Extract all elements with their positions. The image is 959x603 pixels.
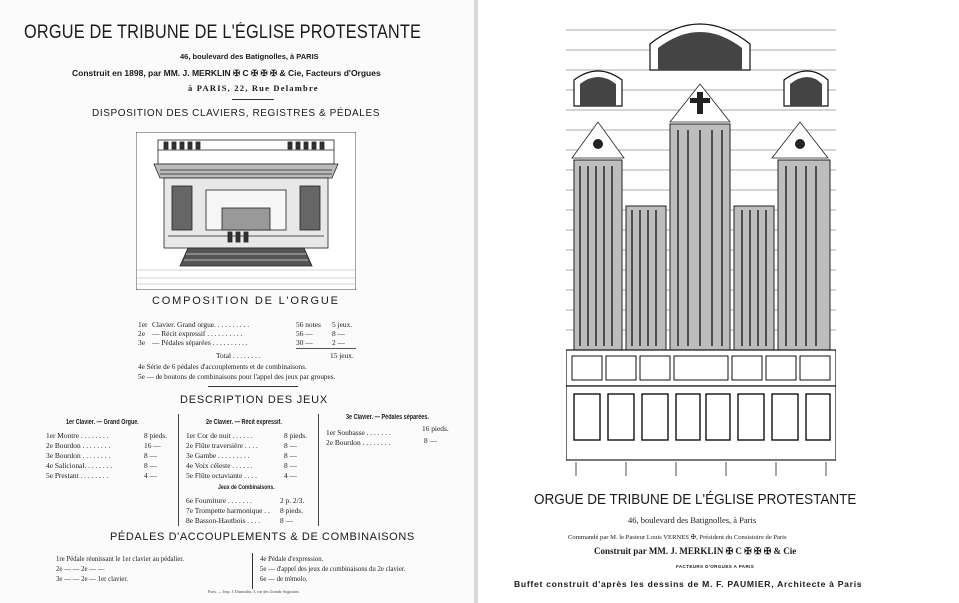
stop-size: 8 — xyxy=(424,436,437,445)
stop-name: 5e Prestant . . . . . . . . xyxy=(46,471,109,480)
row-name: Clavier. Grand orgue. . . . . . . . . . xyxy=(152,320,250,329)
stop-name: 3e Gambe . . . . . . . . . xyxy=(186,451,250,460)
row-num: 3e xyxy=(138,338,145,347)
row-num: 1er xyxy=(138,320,148,329)
stop-size: 8 — xyxy=(284,461,297,470)
stop-name: 2e Bourdon . . . . . . . . xyxy=(46,441,111,450)
left-builder: Construit en 1898, par MM. J. MERKLIN ✠ C ✠ ✠ ✠ & Cie, Facteurs d'Orgues xyxy=(72,68,381,78)
right-title: ORGUE DE TRIBUNE DE L'ÉGLISE PROTESTANTE xyxy=(534,491,857,508)
pedale-line: 3e — — 2e — 1er clavier. xyxy=(56,576,128,583)
stop-row xyxy=(326,424,466,438)
stop-name: 7e Trompette harmonique . . xyxy=(186,506,270,515)
stop-name: 4e Voix céleste . . . . . . xyxy=(186,461,253,470)
stop-row xyxy=(326,438,466,448)
organ-console-illustration xyxy=(136,132,356,290)
pedale-line: 4e Pédale d'expression. xyxy=(260,556,324,563)
stop-name: 8e Basson-Hautbois . . . . xyxy=(186,516,261,525)
stop-row xyxy=(186,496,316,506)
clavier2-heading: 2e Clavier. — Récit expressif. xyxy=(206,419,282,426)
disposition-heading: DISPOSITION DES CLAVIERS, REGISTRES & PÉDALES xyxy=(92,108,380,119)
pedale-line: 6e — de trémolo. xyxy=(260,576,308,583)
stop-name: 2e Flûte traversière . . . . xyxy=(186,441,258,450)
right-builder: Construit par MM. J. MERKLIN ✠ C ✠ ✠ ✠ & Cie xyxy=(594,546,797,556)
left-address: 46, boulevard des Batignolles, à PARIS xyxy=(180,52,319,61)
stop-size: 16 — xyxy=(144,441,161,450)
clavier1-heading: 1er Clavier. — Grand Orgue. xyxy=(66,419,139,426)
series-line-1: 4e Série de 6 pédales d'accouplements et de combinaisons. xyxy=(138,363,307,371)
right-page xyxy=(478,0,959,603)
composition-heading: COMPOSITION DE L'ORGUE xyxy=(152,295,340,307)
series-line-2: 5e — de boutons de combinaisons pour l'appel des jeux par groupes. xyxy=(138,373,336,381)
divider xyxy=(232,99,274,100)
pedales-heading: PÉDALES D'ACCOUPLEMENTS & DE COMBINAISONS xyxy=(110,531,415,543)
right-address: 46, boulevard des Batignolles, à Paris xyxy=(628,515,757,525)
buffet-line: Buffet construit d'après les dessins de M. F. PAUMIER, Architecte à Paris xyxy=(514,579,863,589)
facteurs-line: FACTEURS D'ORGUES A PARIS xyxy=(676,564,755,569)
stop-row xyxy=(46,461,176,471)
pedale-line: 1re Pédale réunissant le 1er clavier au pédalier. xyxy=(56,556,184,563)
stop-name: 1er Soubasse . . . . . . . xyxy=(326,428,391,437)
printer-footer: Paris. — Imp. J. Dumoulin, 5, rue des Grands-Augustins. xyxy=(208,589,300,594)
stop-name: 6e Fourniture . . . . . . . xyxy=(186,496,252,505)
row-num: 2e xyxy=(138,329,145,338)
stop-size: 8 — xyxy=(284,451,297,460)
stop-name: 4e Salicional. . . . . . . . xyxy=(46,461,113,470)
stop-row xyxy=(186,471,316,481)
column-divider xyxy=(178,414,179,526)
stop-size: 8 pieds. xyxy=(284,431,307,440)
total-value: 15 jeux. xyxy=(330,351,354,360)
stop-size: 8 — xyxy=(280,516,293,525)
column-divider xyxy=(318,414,319,526)
description-heading: DESCRIPTION DES JEUX xyxy=(180,394,329,406)
divider xyxy=(208,386,298,387)
total-label: Total . . . . . . . . xyxy=(216,351,261,360)
pedale-line: 5e — d'appel des jeux de combinaisons du 2e clavier. xyxy=(260,566,406,573)
stop-row xyxy=(46,431,176,441)
row-name: — Pédales séparées . . . . . . . . . . xyxy=(152,338,248,347)
stop-size: 16 pieds. xyxy=(422,424,449,433)
stop-size: 8 — xyxy=(144,461,157,470)
stop-name: 3e Bourdon . . . . . . . . xyxy=(46,451,111,460)
stop-size: 4 — xyxy=(284,471,297,480)
commande-line: Commandé par M. le Pasteur Louis VERNES ✠, Président du Consistoire de Paris xyxy=(568,534,787,541)
stop-size: 8 — xyxy=(284,441,297,450)
stop-name: 1er Montre . . . . . . . . xyxy=(46,431,109,440)
combi-heading: Jeux de Combinaisons. xyxy=(218,484,275,491)
left-page xyxy=(0,0,478,603)
stop-size: 8 pieds. xyxy=(280,506,303,515)
composition-row xyxy=(138,338,378,348)
row-jeux: 8 — xyxy=(332,329,345,338)
stop-row xyxy=(186,506,316,516)
stop-name: 5e Flûte octaviante . . . . xyxy=(186,471,258,480)
stop-row xyxy=(46,441,176,451)
stop-row xyxy=(186,451,316,461)
left-builder-address: à PARIS, 22, Rue Delambre xyxy=(188,83,319,93)
column-divider xyxy=(252,553,253,589)
stop-size: 2 p. 2/3. xyxy=(280,496,305,505)
total-row xyxy=(138,351,378,361)
left-title: ORGUE DE TRIBUNE DE L'ÉGLISE PROTESTANTE xyxy=(24,22,422,43)
stop-row xyxy=(186,461,316,471)
stop-row xyxy=(186,431,316,441)
row-jeux: 5 jeux. xyxy=(332,320,353,329)
total-rule xyxy=(296,348,356,349)
clavier3-heading: 3e Clavier. — Pédales séparées. xyxy=(346,414,429,421)
pedale-line: 2e — — 2e — — xyxy=(56,566,105,573)
row-notes: 56 — xyxy=(296,329,313,338)
row-name: — Récit expressif . . . . . . . . . . xyxy=(152,329,243,338)
stop-row xyxy=(46,471,176,481)
row-notes: 30 — xyxy=(296,338,313,347)
stop-name: 2e Bourdon . . . . . . . . xyxy=(326,438,391,447)
row-notes: 56 notes xyxy=(296,320,321,329)
organ-buffet-illustration xyxy=(566,10,836,478)
stop-size: 8 — xyxy=(144,451,157,460)
row-jeux: 2 — xyxy=(332,338,345,347)
stop-size: 8 pieds. xyxy=(144,431,167,440)
stop-row xyxy=(186,516,316,526)
stop-row xyxy=(46,451,176,461)
stop-name: 1er Cor de nuit . . . . . . xyxy=(186,431,253,440)
stop-size: 4 — xyxy=(144,471,157,480)
stop-row xyxy=(186,441,316,451)
